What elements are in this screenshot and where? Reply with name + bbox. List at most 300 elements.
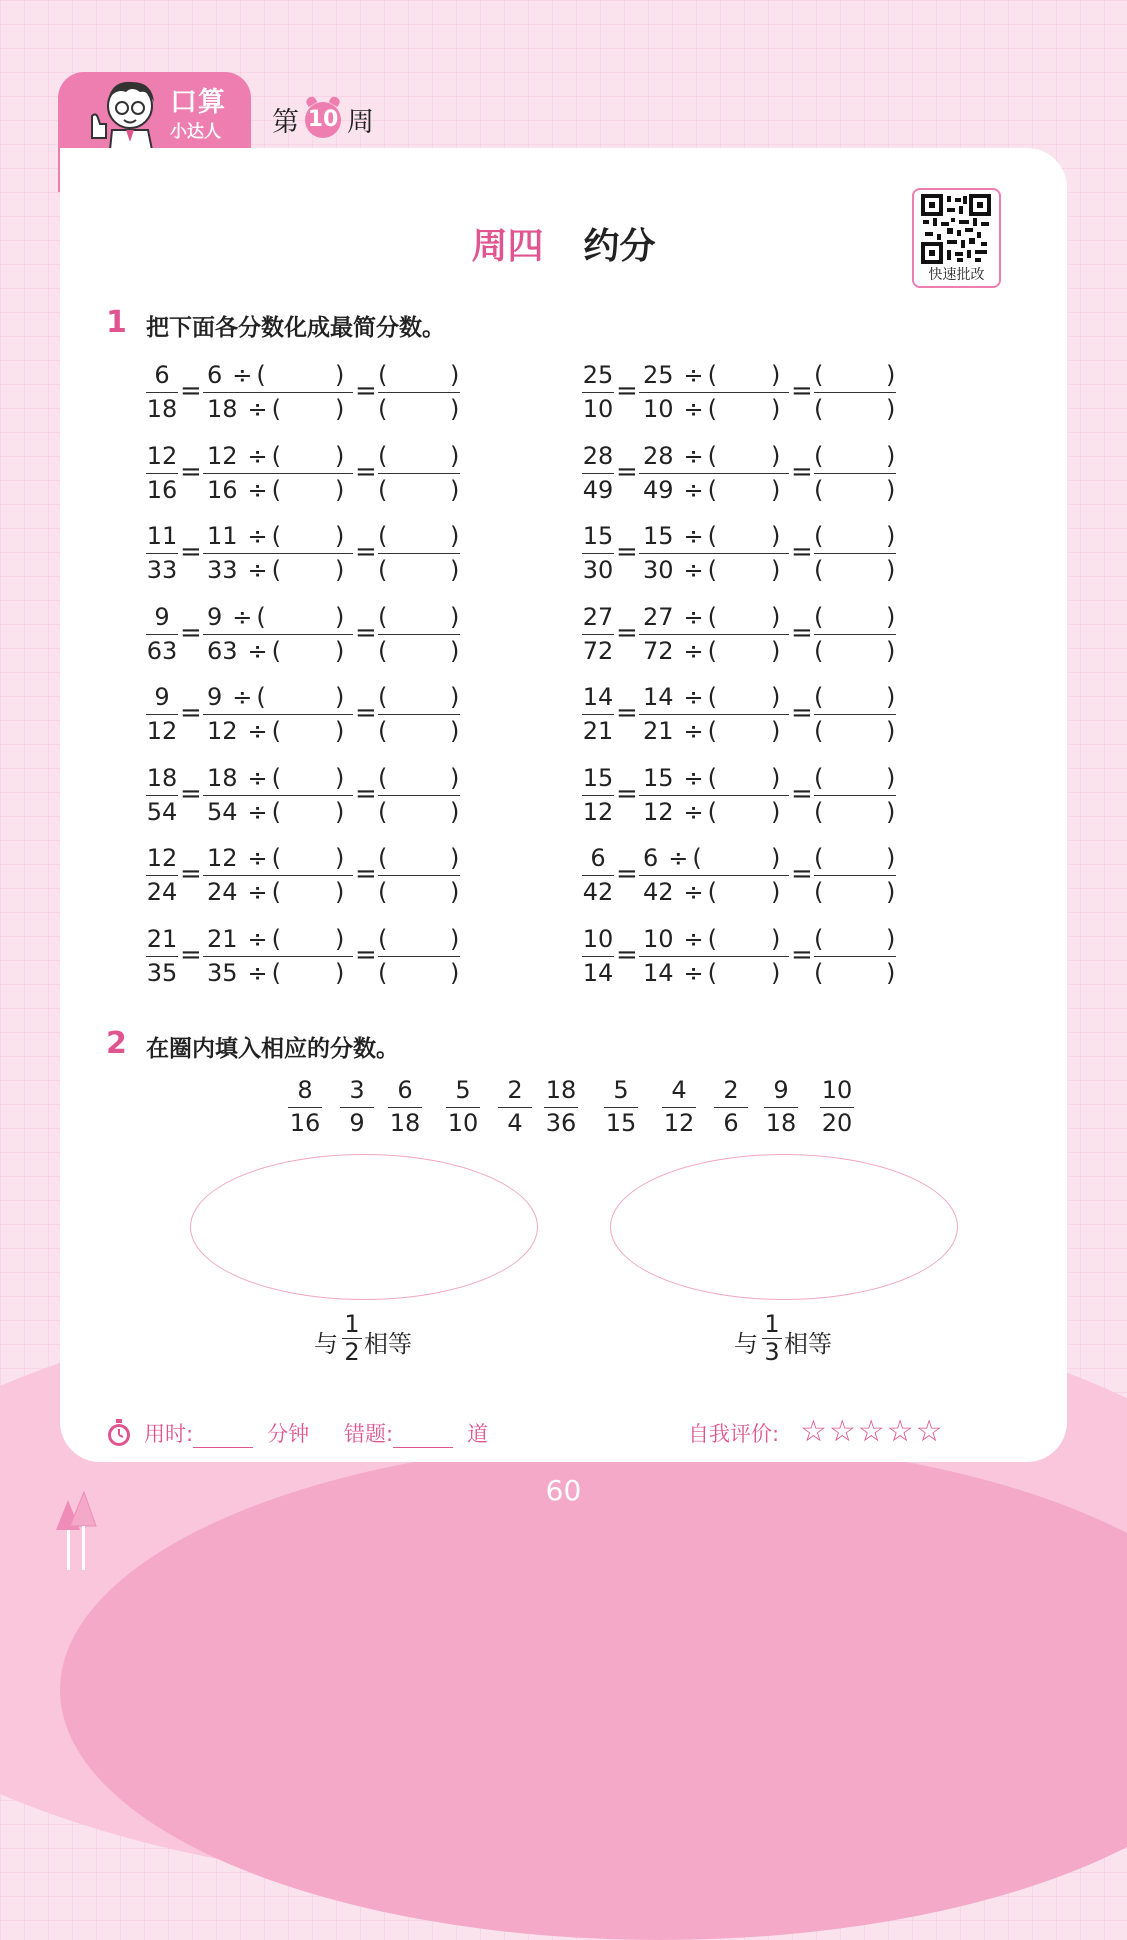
divisor-blank[interactable] [291, 602, 331, 632]
answer-denominator-blank[interactable] [392, 394, 446, 424]
answer-denominator-blank[interactable] [392, 797, 446, 827]
divisor-blank[interactable] [727, 924, 767, 954]
divisor-blank[interactable] [727, 843, 767, 873]
fraction-exercise-row [146, 922, 466, 992]
division-denominator: 49 [643, 475, 674, 504]
answer-denominator-blank[interactable] [828, 394, 882, 424]
fraction-exercise-row [146, 519, 466, 589]
answer-fraction [378, 358, 460, 428]
division-denominator-line [207, 475, 281, 505]
equals-sign: = [616, 939, 638, 970]
division-denominator: 14 [643, 958, 674, 987]
open-paren: ( [378, 395, 388, 423]
divisor-blank[interactable] [727, 360, 767, 390]
open-paren: ( [378, 763, 388, 792]
original-denominator: 24 [146, 878, 178, 906]
division-numerator-line [207, 360, 266, 390]
candidate-fraction[interactable] [820, 1076, 854, 1142]
open-paren: ( [707, 602, 718, 631]
answer-fraction [814, 680, 896, 750]
fraction-exercise-row [582, 439, 902, 509]
close-paren: ) [886, 475, 896, 504]
divide-sign: ÷ [683, 878, 704, 906]
open-paren: ( [707, 522, 718, 550]
division-numerator: 27 [643, 602, 674, 631]
answer-numerator-blank[interactable] [392, 763, 446, 793]
answer-denominator-blank[interactable] [828, 636, 882, 666]
divisor-blank[interactable] [727, 602, 767, 632]
original-denominator: 14 [582, 958, 614, 987]
caption-half-fraction [342, 1310, 362, 1366]
fraction-bar [203, 875, 353, 876]
original-numerator: 27 [582, 602, 614, 631]
answer-fraction [378, 680, 460, 750]
fraction-bar [639, 392, 789, 393]
qr-code-icon [921, 194, 991, 264]
close-paren: ) [450, 636, 460, 665]
answer-fraction [378, 519, 460, 589]
division-denominator-line [643, 555, 717, 585]
open-paren: ( [707, 763, 718, 792]
answer-denominator-blank[interactable] [392, 716, 446, 746]
open-paren: ( [707, 878, 718, 906]
candidate-numerator: 6 [397, 1076, 413, 1104]
open-paren: ( [814, 636, 824, 665]
divisor-blank[interactable] [291, 716, 331, 746]
fraction-bar [203, 795, 353, 796]
fraction-bar [203, 553, 353, 554]
candidate-fraction[interactable] [340, 1076, 374, 1142]
division-numerator: 9 [207, 602, 223, 631]
close-paren: ) [335, 361, 345, 389]
original-denominator: 72 [582, 636, 614, 665]
fraction-bar [544, 1107, 578, 1108]
division-numerator-line [207, 441, 281, 471]
close-paren: ) [335, 395, 345, 423]
open-paren: ( [707, 475, 718, 504]
original-denominator: 16 [146, 475, 178, 504]
answer-denominator-blank[interactable] [828, 797, 882, 827]
close-paren: ) [450, 958, 460, 987]
fraction-bar [714, 1107, 748, 1108]
open-paren: ( [707, 556, 718, 584]
division-denominator-line [207, 877, 281, 907]
equals-sign: = [355, 617, 377, 648]
open-paren: ( [378, 878, 388, 906]
fraction-bar [814, 392, 896, 393]
close-paren: ) [886, 683, 896, 711]
divisor-blank[interactable] [291, 360, 331, 390]
fraction-bar [639, 473, 789, 474]
division-fraction [639, 600, 789, 670]
question-2-text: 在圈内填入相应的分数。 [146, 1036, 399, 1062]
division-fraction [639, 680, 789, 750]
fraction-exercise-row [146, 439, 466, 509]
divisor-blank[interactable] [291, 636, 331, 666]
close-paren: ) [450, 683, 460, 711]
original-fraction [146, 358, 178, 428]
candidate-fraction[interactable] [604, 1076, 638, 1142]
divisor-blank[interactable] [291, 682, 331, 712]
division-fraction [639, 922, 789, 992]
open-paren: ( [814, 395, 824, 423]
answer-numerator-blank[interactable] [828, 843, 882, 873]
division-denominator-line [207, 797, 281, 827]
candidate-numerator: 10 [821, 1076, 853, 1104]
original-fraction [582, 519, 614, 589]
divisor-blank[interactable] [291, 555, 331, 585]
divisor-blank[interactable] [291, 877, 331, 907]
division-numerator: 21 [207, 924, 238, 953]
close-paren: ) [450, 717, 460, 745]
open-paren: ( [814, 475, 824, 504]
answer-denominator-blank[interactable] [828, 555, 882, 585]
answer-numerator-blank[interactable] [828, 521, 882, 551]
brand-subtitle: 小达人 [170, 122, 221, 142]
close-paren: ) [335, 441, 345, 470]
equals-sign: = [616, 456, 638, 487]
divisor-blank[interactable] [727, 682, 767, 712]
division-fraction [203, 922, 353, 992]
week-prefix: 第 [272, 107, 299, 138]
divide-sign: ÷ [247, 441, 268, 470]
caption-third [734, 1310, 844, 1370]
division-denominator-line [643, 958, 717, 988]
close-paren: ) [886, 797, 896, 826]
answer-denominator-blank[interactable] [392, 636, 446, 666]
divisor-blank[interactable] [727, 636, 767, 666]
division-numerator-line [207, 682, 266, 712]
open-paren: ( [271, 556, 282, 584]
open-paren: ( [814, 958, 824, 987]
divide-sign: ÷ [232, 602, 253, 631]
close-paren: ) [886, 361, 896, 389]
division-fraction [639, 761, 789, 831]
equals-sign: = [355, 698, 377, 728]
candidate-fraction[interactable] [544, 1076, 578, 1142]
answer-denominator-blank[interactable] [828, 475, 882, 505]
candidate-fraction[interactable] [662, 1076, 696, 1142]
divide-sign: ÷ [247, 717, 268, 745]
original-fraction [146, 680, 178, 750]
question-1-text: 把下面各分数化成最简分数。 [146, 315, 445, 341]
division-numerator: 15 [643, 522, 674, 550]
answer-numerator-blank[interactable] [392, 521, 446, 551]
division-numerator-line [643, 521, 717, 551]
close-paren: ) [771, 844, 781, 872]
close-paren: ) [886, 522, 896, 550]
candidate-denominator: 6 [723, 1109, 739, 1137]
fraction-exercise-row [146, 680, 466, 750]
close-paren: ) [771, 717, 781, 745]
candidate-fraction[interactable] [288, 1076, 322, 1142]
fraction-bar [639, 553, 789, 554]
fraction-bar [820, 1107, 854, 1108]
divide-sign: ÷ [232, 683, 253, 711]
candidate-numerator: 4 [671, 1076, 687, 1104]
original-numerator: 6 [590, 844, 606, 872]
divide-sign: ÷ [247, 522, 268, 550]
divisor-blank[interactable] [727, 716, 767, 746]
close-paren: ) [335, 522, 345, 550]
fraction-bar [146, 392, 178, 393]
equals-sign: = [180, 859, 202, 889]
divisor-blank[interactable] [291, 924, 331, 954]
divisor-blank[interactable] [727, 521, 767, 551]
divisor-blank[interactable] [727, 475, 767, 505]
close-paren: ) [450, 844, 460, 872]
division-denominator: 33 [207, 556, 238, 584]
answer-denominator-blank[interactable] [828, 716, 882, 746]
open-paren: ( [378, 475, 388, 504]
division-numerator-line [643, 763, 717, 793]
division-numerator: 6 [207, 361, 223, 389]
open-paren: ( [707, 797, 718, 826]
caption-third-suffix: 相等 [784, 1330, 832, 1358]
close-paren: ) [771, 797, 781, 826]
answer-numerator-blank[interactable] [828, 602, 882, 632]
divide-sign: ÷ [683, 395, 704, 423]
candidate-fraction[interactable] [714, 1076, 748, 1142]
close-paren: ) [886, 602, 896, 631]
division-numerator: 25 [643, 361, 674, 389]
candidate-denominator: 9 [349, 1109, 365, 1137]
division-numerator: 15 [643, 763, 674, 792]
candidate-numerator: 2 [507, 1076, 523, 1104]
answer-numerator-blank[interactable] [392, 360, 446, 390]
original-numerator: 14 [582, 683, 614, 711]
fraction-bar [203, 956, 353, 957]
close-paren: ) [771, 958, 781, 987]
candidate-fraction[interactable] [498, 1076, 532, 1142]
division-denominator: 35 [207, 958, 238, 987]
candidate-numerator: 5 [455, 1076, 471, 1104]
divisor-blank[interactable] [727, 797, 767, 827]
divisor-blank[interactable] [727, 877, 767, 907]
answer-numerator-blank[interactable] [392, 682, 446, 712]
division-numerator: 14 [643, 683, 674, 711]
division-numerator-line [207, 602, 266, 632]
open-paren: ( [256, 361, 266, 389]
divide-sign: ÷ [683, 602, 704, 631]
close-paren: ) [886, 636, 896, 665]
divisor-blank[interactable] [727, 763, 767, 793]
division-denominator: 16 [207, 475, 238, 504]
open-paren: ( [707, 361, 718, 389]
close-paren: ) [771, 683, 781, 711]
close-paren: ) [886, 844, 896, 872]
close-paren: ) [335, 556, 345, 584]
close-paren: ) [886, 395, 896, 423]
answer-numerator-blank[interactable] [828, 441, 882, 471]
original-fraction [582, 680, 614, 750]
close-paren: ) [771, 556, 781, 584]
answer-fraction [378, 439, 460, 509]
answer-denominator-blank[interactable] [392, 475, 446, 505]
fraction-bar [146, 553, 178, 554]
answer-circle-third[interactable] [610, 1154, 958, 1300]
fraction-bar [203, 473, 353, 474]
week-number-badge: 10 [305, 102, 341, 138]
fraction-bar [582, 714, 614, 715]
qr-code[interactable] [912, 188, 1001, 288]
original-denominator: 30 [582, 556, 614, 584]
candidate-denominator: 10 [447, 1109, 479, 1137]
fraction-bar [378, 553, 460, 554]
division-numerator-line [207, 843, 281, 873]
open-paren: ( [271, 522, 282, 550]
answer-fraction [814, 841, 896, 911]
fraction-bar [814, 473, 896, 474]
fraction-bar [378, 795, 460, 796]
candidate-numerator: 5 [613, 1076, 629, 1104]
answer-numerator-blank[interactable] [828, 924, 882, 954]
divisor-blank[interactable] [291, 843, 331, 873]
fraction-bar [639, 795, 789, 796]
open-paren: ( [814, 522, 824, 550]
time-label: 用时: [144, 1422, 194, 1446]
answer-denominator-blank[interactable] [828, 958, 882, 988]
divide-sign: ÷ [683, 924, 704, 953]
close-paren: ) [335, 602, 345, 631]
equals-sign: = [355, 376, 377, 406]
minutes-unit: 分钟 [267, 1422, 310, 1446]
candidate-fraction[interactable] [446, 1076, 480, 1142]
close-paren: ) [771, 878, 781, 906]
fraction-exercise-row [582, 922, 902, 992]
answer-denominator-blank[interactable] [828, 877, 882, 907]
divisor-blank[interactable] [291, 521, 331, 551]
original-fraction [146, 439, 178, 509]
divisor-blank[interactable] [291, 441, 331, 471]
answer-numerator-blank[interactable] [828, 360, 882, 390]
fraction-bar [814, 553, 896, 554]
fraction-bar [814, 634, 896, 635]
division-numerator: 12 [207, 844, 238, 872]
open-paren: ( [271, 475, 282, 504]
answer-numerator-blank[interactable] [828, 682, 882, 712]
time-blank[interactable] [193, 1425, 253, 1448]
self-eval-stars[interactable]: ☆☆☆☆☆ [800, 1414, 945, 1449]
divisor-blank[interactable] [727, 958, 767, 988]
fraction-bar [639, 956, 789, 957]
division-denominator-line [643, 716, 717, 746]
answer-denominator-blank[interactable] [392, 877, 446, 907]
original-fraction [146, 761, 178, 831]
open-paren: ( [271, 717, 282, 745]
equals-sign: = [616, 617, 638, 648]
answer-circle-half[interactable] [190, 1154, 538, 1300]
divisor-blank[interactable] [727, 394, 767, 424]
caption-half-numerator: 1 [344, 1310, 360, 1338]
divide-sign: ÷ [247, 797, 268, 826]
answer-denominator-blank[interactable] [392, 555, 446, 585]
original-numerator: 15 [582, 763, 614, 792]
answer-numerator-blank[interactable] [392, 843, 446, 873]
divisor-blank[interactable] [291, 394, 331, 424]
equals-sign: = [616, 698, 638, 728]
candidate-fraction[interactable] [764, 1076, 798, 1142]
division-denominator: 12 [643, 797, 674, 826]
open-paren: ( [378, 797, 388, 826]
division-denominator-line [643, 475, 717, 505]
original-fraction [146, 600, 178, 670]
errors-blank[interactable] [393, 1425, 453, 1448]
answer-fraction [814, 761, 896, 831]
answer-denominator-blank[interactable] [392, 958, 446, 988]
fraction-bar [146, 714, 178, 715]
open-paren: ( [378, 361, 388, 389]
fraction-exercise-row [146, 841, 466, 911]
divide-sign: ÷ [247, 556, 268, 584]
caption-third-denominator: 3 [764, 1338, 780, 1366]
division-numerator: 6 [643, 844, 659, 872]
division-fraction [639, 439, 789, 509]
open-paren: ( [271, 844, 282, 872]
open-paren: ( [271, 924, 282, 953]
division-denominator: 24 [207, 878, 238, 906]
divisor-blank[interactable] [291, 797, 331, 827]
fraction-bar [814, 714, 896, 715]
fraction-bar [582, 956, 614, 957]
divide-sign: ÷ [683, 475, 704, 504]
divide-sign: ÷ [683, 717, 704, 745]
original-fraction [582, 761, 614, 831]
close-paren: ) [450, 556, 460, 584]
division-denominator: 18 [207, 395, 238, 423]
division-numerator-line [643, 843, 702, 873]
original-fraction [582, 600, 614, 670]
divisor-blank[interactable] [727, 555, 767, 585]
divisor-blank[interactable] [727, 441, 767, 471]
open-paren: ( [814, 797, 824, 826]
week-suffix: 周 [347, 107, 374, 138]
candidate-denominator: 4 [507, 1109, 523, 1137]
divisor-blank[interactable] [291, 958, 331, 988]
time-used [144, 1418, 309, 1448]
close-paren: ) [771, 361, 781, 389]
original-denominator: 12 [582, 797, 614, 826]
answer-numerator-blank[interactable] [392, 924, 446, 954]
mascot-icon [82, 72, 162, 150]
division-denominator-line [207, 958, 281, 988]
close-paren: ) [771, 763, 781, 792]
open-paren: ( [814, 717, 824, 745]
caption-half-suffix: 相等 [364, 1330, 412, 1358]
divisor-blank[interactable] [291, 763, 331, 793]
divide-sign: ÷ [247, 844, 268, 872]
divisor-blank[interactable] [291, 475, 331, 505]
division-denominator-line [643, 394, 717, 424]
fraction-bar [146, 956, 178, 957]
division-fraction [203, 600, 353, 670]
answer-numerator-blank[interactable] [392, 602, 446, 632]
division-fraction [203, 680, 353, 750]
close-paren: ) [771, 441, 781, 470]
fraction-bar [146, 875, 178, 876]
close-paren: ) [886, 958, 896, 987]
equals-sign: = [791, 537, 813, 567]
answer-numerator-blank[interactable] [392, 441, 446, 471]
title-day: 周四 [471, 226, 544, 267]
division-fraction [203, 761, 353, 831]
close-paren: ) [335, 683, 345, 711]
answer-numerator-blank[interactable] [828, 763, 882, 793]
candidate-numerator: 3 [349, 1076, 365, 1104]
division-numerator: 28 [643, 441, 674, 470]
equals-sign: = [791, 456, 813, 487]
candidate-fraction[interactable] [388, 1076, 422, 1142]
